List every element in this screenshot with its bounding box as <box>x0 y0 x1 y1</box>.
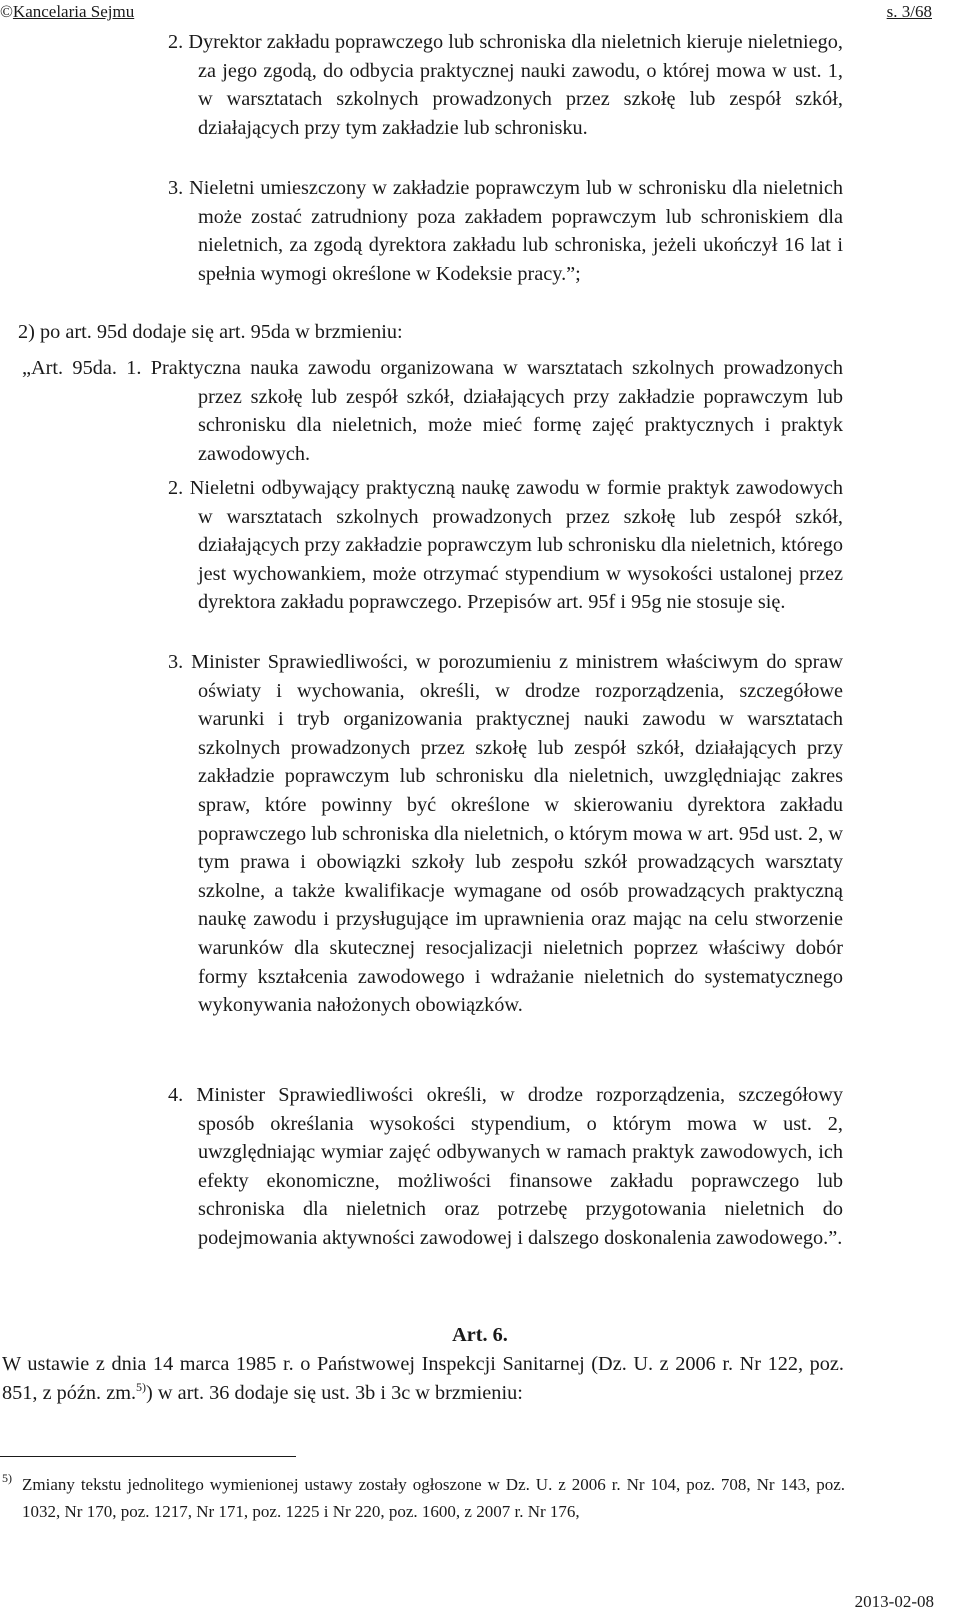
header-publisher <box>0 2 134 22</box>
footnote-mark: 5) <box>2 1471 12 1485</box>
paragraph-ust-2: 2. Dyrektor zakładu poprawczego lub schroniska dla nieletnich kieruje nieletniego, za jego zgodą, do odbycia praktycznej nauki zawodu, o której mowa w ust. 1, w warsztatach szkolnych prowadzonych przez szkołę lub zespół szkół, działających przy tym zakładzie lub schronisku. <box>168 31 843 139</box>
paragraph-ust-3: 3. Nieletni umieszczony w zakładzie poprawczym lub w schronisku dla nieletnich może zostać zatrudniony poza zakładem poprawczym lub schroniskiem dla nieletnich, za zgodą dyrektora zakładu lub schroniska, jeżeli ukończył 16 lat i spełnia wymogi określone w Kodeksie pracy.”; <box>168 177 843 285</box>
paragraph-art-95da-ust-2: 2. Nieletni odbywający praktyczną naukę zawodu w formie praktyk zawodowych w warsztatach szkolnych prowadzonych przez szkołę lub zespół szkół, działających przy zakładzie poprawczym lub schronisku dla nieletnich, którego jest wychowankiem, może otrzymać stypendium w wysokości ustalonej przez dyrektora zakładu poprawczego. Przepisów art. 95f i 95g nie stosuje się. <box>168 477 843 614</box>
article-title: Art. 6. <box>452 1324 508 1346</box>
footnote-text: Zmiany tekstu jednolitego wymienionej ustawy zostały ogłoszone w Dz. U. z 2006 r. Nr 104, poz. 708, Nr 143, poz. 1032, Nr 170, poz. 1217, Nr 171, poz. 1225 i Nr 220, poz. 1600, z 2007 r. Nr 176, <box>22 1475 845 1521</box>
footnote <box>0 1471 845 1525</box>
paragraph-art-95da-ust-1: „Art. 95da. 1. Praktyczna nauka zawodu organizowana w warsztatach szkolnych prowadzonych przez szkołę lub zespół szkół, działających przy zakładzie poprawczym lub schronisku dla nieletnich, może mieć formę zajęć praktycznych i praktyk zawodowych. <box>22 357 843 465</box>
page-number-link[interactable]: s. 3/68 <box>886 2 932 21</box>
publisher-link[interactable]: Kancelaria Sejmu <box>12 2 135 21</box>
footer-date: 2013-02-08 <box>854 1592 934 1611</box>
article-body-text-cont: ) w art. 36 dodaje się ust. 3b i 3c w brzmieniu: <box>146 1381 523 1404</box>
paragraph-art-95da-ust-3: 3. Minister Sprawiedliwości, w porozumieniu z ministrem właściwym do spraw oświaty i wychowania, określi, w drodze rozporządzenia, szczegółowe warunki i tryb organizowania praktycznej nauki zawodu w warsztatach szkolnych prowadzonych przez szkołę lub zespół szkół, działających przy zakładzie poprawczym lub schronisku dla nieletnich, uwzględniając zakres spraw, które powinny być określone w skierowaniu dyrektora zakładu poprawczego lub schroniska dla nieletnich, o którym mowa w art. 95d ust. 2, w tym prawa i obowiązki szkoły lub zespołu szkół prowadzących warsztaty szkolne, a także kwalifikacje wymagane od osób prowadzących praktyczną naukę zawodu i przysługujące im uprawnienia oraz mając na celu stworzenie warunków dla skutecznej resocjalizacji nieletnich poprzez właściwy dobór formy kształcenia zawodowego i wdrażanie nieletnich do systematycznego wykonywania nałożonych obowiązków. <box>168 651 843 1017</box>
footnote-reference[interactable]: 5) <box>136 1379 147 1394</box>
paragraph-point-2: 2) po art. 95d dodaje się art. 95da w brzmieniu: <box>18 321 403 343</box>
article-body <box>2 1350 844 1407</box>
article-body-text: W ustawie z dnia 14 marca 1985 r. o Państwowej Inspekcji Sanitarnej (Dz. U. z 2006 r. Nr 122, poz. 851, z późn. zm. <box>2 1353 844 1404</box>
footnote-divider <box>0 1456 296 1457</box>
header-page-number <box>887 2 932 22</box>
copyright-symbol: © <box>0 2 13 21</box>
paragraph-art-95da-ust-4: 4. Minister Sprawiedliwości określi, w drodze rozporządzenia, szczegółowy sposób określania wysokości stypendium, o którym mowa w ust. 2, uwzględniając wymiar zajęć odbywanych w ramach praktyk zawodowych, ich efekty ekonomiczne, możliwości finansowe zakładu poprawczego lub schroniska dla nieletnich oraz potrzebę przygotowania nieletnich do podejmowania aktywności zawodowej i dalszego doskonalenia zawodowego.”. <box>168 1084 843 1249</box>
